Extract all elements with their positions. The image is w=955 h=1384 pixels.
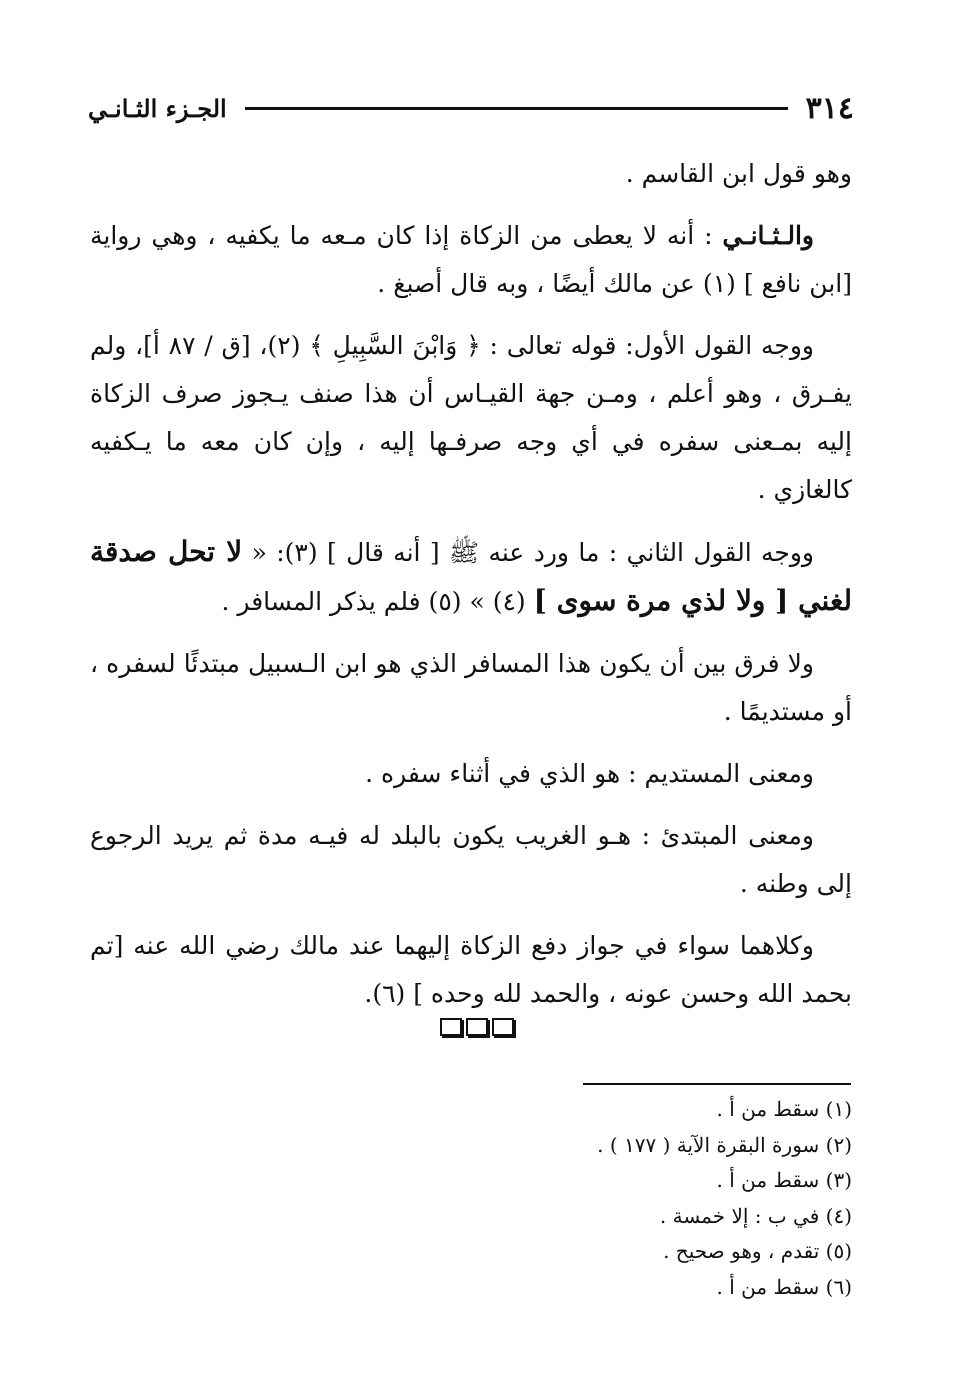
paragraph	[90, 750, 852, 798]
paragraph	[90, 322, 852, 514]
footnote: (٦) سقط من أ .	[716, 1274, 852, 1299]
book-part-title: الجـزء الثـانـي	[88, 93, 227, 123]
paragraph-text: (٤) » (٥) فلم يذكر المسافر .	[221, 587, 534, 616]
footnote-rule	[583, 1083, 851, 1085]
paragraph-text: ومعنى المبتدئ : هـو الغريب يكون بالبلد له فيـه مدة ثم يريد الرجوع إلى وطنه .	[90, 821, 852, 898]
footnote: (١) سقط من أ .	[716, 1097, 852, 1121]
square-ornament-icon	[466, 1018, 488, 1036]
paragraph-text: ولا فرق بين أن يكون هذا المسافر الذي هو ابن الـسبيل مبتدئًا لسفره ، أو مستديمًا .	[90, 649, 852, 726]
hadith-quote: لا تحل صدقة لغني [ ولا لذي مرة سوى ]	[90, 535, 852, 617]
footnote: (٤) في ب : إلا خمسة .	[659, 1203, 852, 1228]
paragraph-text: ومعنى المستديم : هو الذي في أثناء سفره .	[365, 759, 814, 788]
paragraph	[90, 528, 852, 626]
paragraph-text: وكلاهما سواء في جواز دفع الزكاة إليهما عند مالك رضي الله عنه [تم بحمد الله وحسن عونه ، والحمد لله وحده ] (٦).	[90, 931, 852, 1008]
paragraph	[90, 150, 852, 198]
footnotes	[500, 1092, 852, 1305]
paragraph	[90, 640, 852, 736]
footnote: (٢) سورة البقرة الآية ( ١٧٧ ) .	[597, 1132, 852, 1157]
paragraph-text: : أنه لا يعطى من الزكاة إذا كان مـعه ما يكفيه ، وهي رواية [ابن نافع ] (١) عن مالك أيضًا ، وبه قال أصبغ .	[90, 221, 852, 298]
square-ornament-icon	[492, 1018, 514, 1036]
paragraph	[90, 812, 852, 908]
paragraph-text: وهو قول ابن القاسم .	[625, 159, 852, 188]
running-head	[88, 84, 854, 132]
footnote: (٣) سقط من أ .	[716, 1168, 852, 1192]
paragraph-text: ووجه القول الثاني : ما ورد عنه ﷺ [ أنه قال ] (٣): «	[242, 538, 815, 567]
paragraph	[90, 922, 852, 1018]
body-text	[90, 150, 852, 1032]
paragraph-lead: والـثـانـي	[722, 221, 814, 250]
square-ornament-icon	[440, 1018, 462, 1036]
page-number: ٣١٤	[805, 90, 854, 126]
paragraph	[90, 212, 852, 308]
section-end-ornament	[440, 1016, 514, 1038]
footnote: (٥) تقدم ، وهو صحيح .	[663, 1239, 852, 1263]
paragraph-text: ووجه القول الأول: قوله تعالى : ﴿ وَابْنَ السَّبِيلِ ﴾ (٢)، [ق / ٨٧ أ]، ولم يفـرق ، وهو أعلم ، ومـن جهة القيـاس أن هذا صنف يـجوز صرف الزكاة إليه بمـعنى سفره في أي وجه صرفـها إليه ، وإن كان معه ما يـكفيه كالغازي .	[90, 331, 852, 504]
header-rule	[245, 107, 788, 110]
